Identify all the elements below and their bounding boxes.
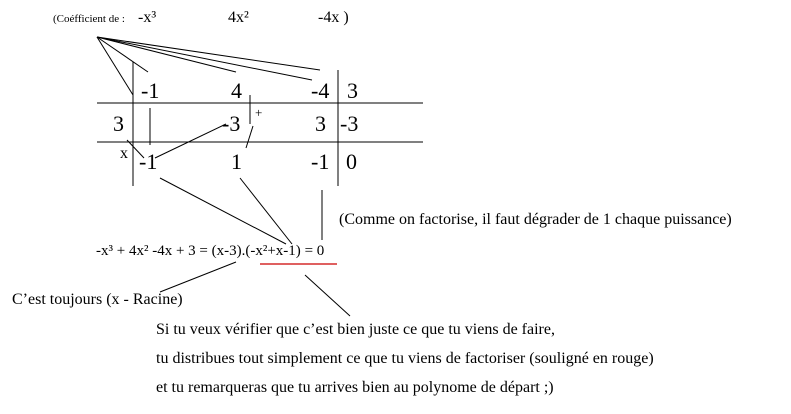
coefficient-x3: -x³ xyxy=(138,9,157,26)
degree-comment: (Comme on factorise, il faut dégrader de 1 chaque puissance) xyxy=(339,211,732,228)
link-line xyxy=(160,262,236,292)
row3-cell: 1 xyxy=(231,149,242,174)
explanation-line: tu distribues tout simplement ce que tu viens de factoriser (souligné en rouge) xyxy=(156,350,654,367)
link-line xyxy=(160,178,286,244)
pointer-line xyxy=(97,37,312,80)
root-note: C’est toujours (x - Racine) xyxy=(12,291,183,308)
link-line xyxy=(305,275,350,316)
equation-right: = 0 xyxy=(300,243,325,259)
row2-cell: -3 xyxy=(340,111,359,136)
header-label: (Coéfficient de : xyxy=(53,13,125,25)
link-line xyxy=(240,178,292,244)
multiply-sign: x xyxy=(120,145,128,162)
multiply-line xyxy=(155,124,226,158)
explanation-line: et tu remarqueras que tu arrives bien au polynome de départ ;) xyxy=(156,379,554,396)
row2-cell: 3 xyxy=(315,111,326,136)
equation-factored: (x-3).(-x²+x-1) xyxy=(211,243,301,259)
remainder-cell: 0 xyxy=(346,149,357,174)
coefficient-x2: 4x² xyxy=(228,9,249,26)
equation-left: -x³ + 4x² -4x + 3 = xyxy=(96,243,212,259)
row1-cell: -4 xyxy=(311,78,330,103)
pointer-line xyxy=(97,37,133,95)
row2-cell: -3 xyxy=(222,111,241,136)
equation xyxy=(96,244,324,259)
row1-cell: -1 xyxy=(141,78,160,103)
explanation-line: Si tu veux vérifier que c’est bien juste ce que tu viens de faire, xyxy=(156,321,555,338)
multiply-line xyxy=(246,126,253,148)
row3-cell: -1 xyxy=(139,149,158,174)
plus-sign: + xyxy=(255,105,263,120)
row1-cell: 4 xyxy=(231,78,242,103)
row1-cell: 3 xyxy=(347,78,358,103)
row3-cell: -1 xyxy=(311,149,330,174)
coefficient-x: -4x ) xyxy=(318,9,349,26)
root-value: 3 xyxy=(113,111,124,136)
